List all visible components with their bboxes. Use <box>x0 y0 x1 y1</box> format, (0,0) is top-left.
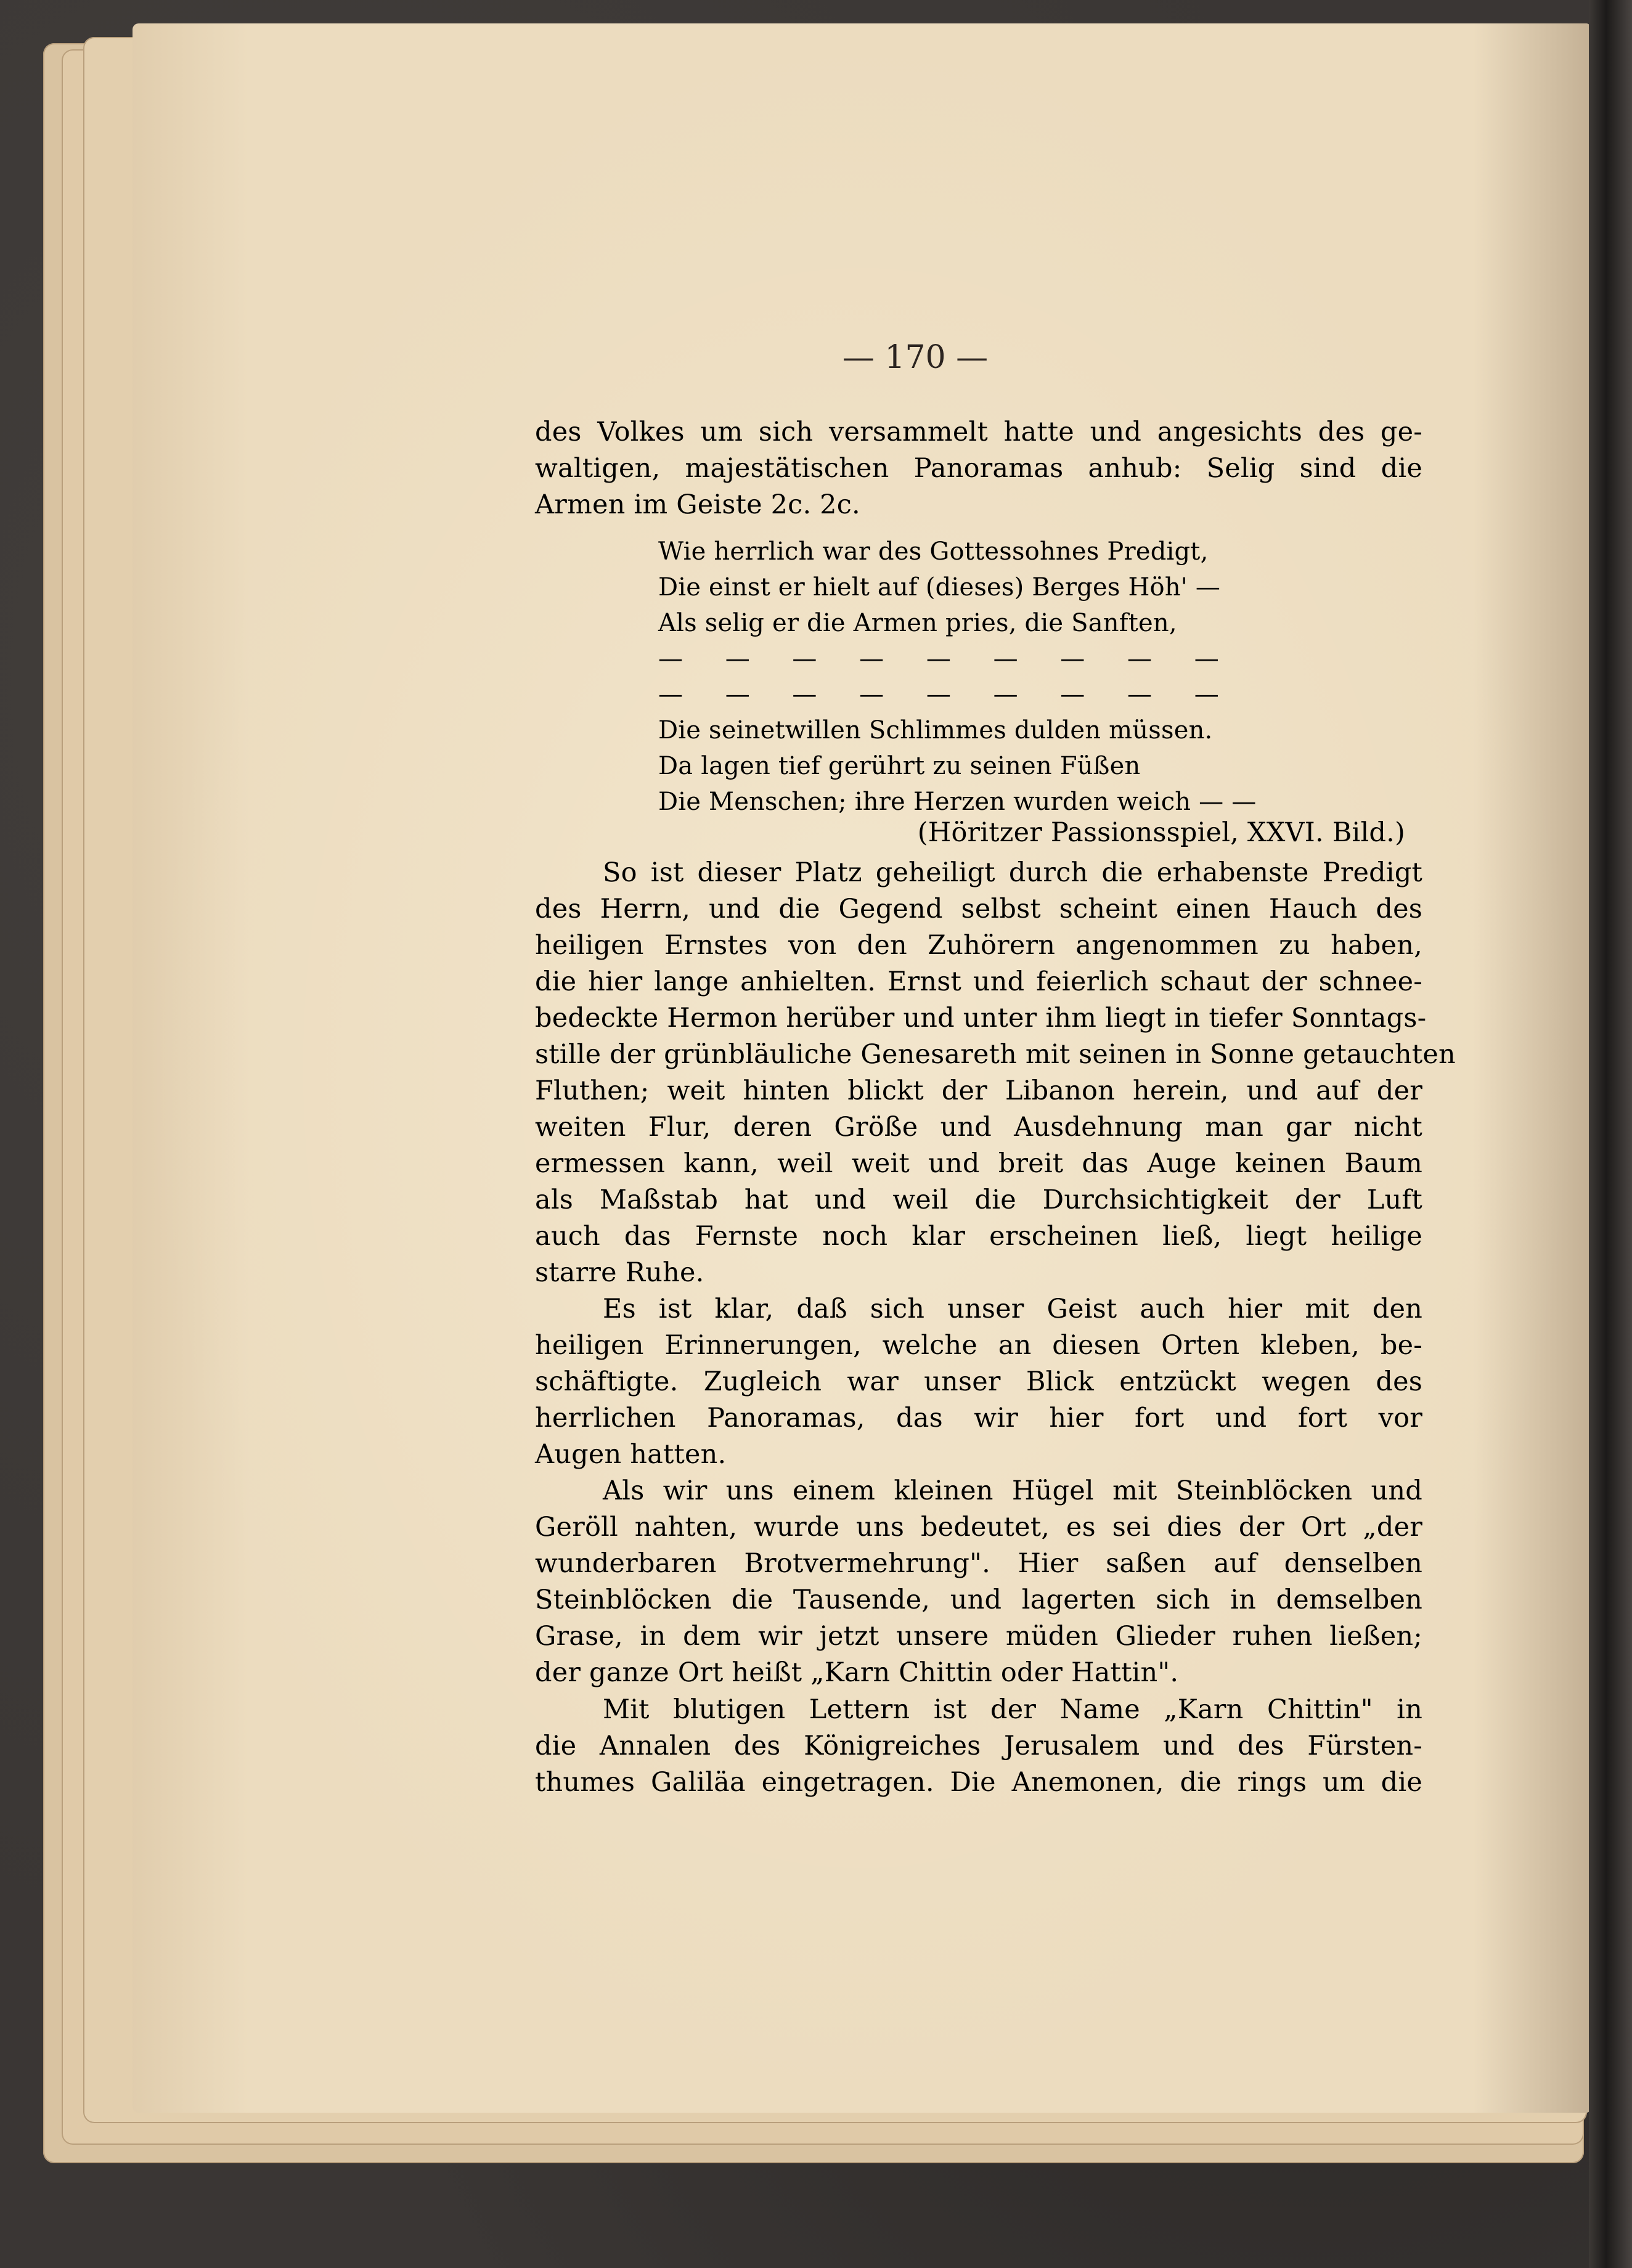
paragraph-1 <box>535 414 1422 523</box>
paragraph-3 <box>535 1291 1422 1473</box>
text-line: herrlichen Panoramas, das wir hier fort und fort vor <box>535 1403 1422 1434</box>
text-line: der ganze Ort heißt „Karn Chittin oder Hattin". <box>535 1657 1179 1688</box>
text-line: Mit blutigen Lettern ist der Name „Karn Chittin" in <box>603 1694 1422 1725</box>
text-line: schäftigte. Zugleich war unser Blick entzückt wegen des <box>535 1366 1422 1397</box>
poem-ellipsis-line: — — — — — — — — — <box>658 645 1236 673</box>
text-line: ermessen kann, weil weit und breit das Auge keinen Baum <box>535 1148 1422 1179</box>
poem-line: Die Menschen; ihre Herzen wurden weich — — <box>658 788 1257 816</box>
text-line: weiten Flur, deren Größe und Ausdehnung man gar nicht <box>535 1112 1422 1143</box>
text-line: bedeckte Hermon herüber und unter ihm liegt in tiefer Sonntags- <box>535 1003 1427 1034</box>
poem-ellipsis-line: — — — — — — — — — <box>658 680 1236 709</box>
poem-line: Als selig er die Armen pries, die Sanften, <box>658 609 1177 637</box>
text-line: Steinblöcken die Tausende, und lagerten sich in demselben <box>535 1585 1422 1615</box>
paragraph-4 <box>535 1473 1422 1691</box>
poem-quote <box>658 534 1275 820</box>
text-line: Armen im Geiste 2c. 2c. <box>535 489 860 520</box>
poem-line: Wie herrlich war des Gottessohnes Predigt, <box>658 537 1209 566</box>
text-line: heiligen Ernstes von den Zuhörern angenommen zu haben, <box>535 930 1422 961</box>
text-line: des Herrn, und die Gegend selbst scheint einen Hauch des <box>535 894 1422 924</box>
text-line: thumes Galiläa eingetragen. Die Anemonen, die rings um die <box>535 1767 1422 1798</box>
text-line: Augen hatten. <box>535 1439 727 1470</box>
text-line: Es ist klar, daß sich unser Geist auch hier mit den <box>603 1294 1422 1324</box>
page-number: — 170 — <box>842 339 989 376</box>
text-line: stille der grünbläuliche Genesareth mit seinen in Sonne getauchten <box>535 1039 1456 1070</box>
text-line: wunderbaren Brotvermehrung". Hier saßen auf denselben <box>535 1548 1422 1579</box>
paragraph-2 <box>535 855 1456 1291</box>
text-line: heiligen Erinnerungen, welche an diesen Orten kleben, be- <box>535 1330 1422 1361</box>
text-line: Grase, in dem wir jetzt unsere müden Glieder ruhen ließen; <box>535 1621 1422 1652</box>
text-line: So ist dieser Platz geheiligt durch die erhabenste Predigt <box>603 857 1422 888</box>
paragraph-5 <box>535 1692 1422 1801</box>
text-line: auch das Fernste noch klar erscheinen ließ, liegt heilige <box>535 1221 1422 1252</box>
binding-gutter <box>1589 0 1632 2268</box>
text-line: des Volkes um sich versammelt hatte und angesichts des ge- <box>535 417 1422 447</box>
text-line: waltigen, majestätischen Panoramas anhub: Selig sind die <box>535 453 1422 484</box>
text-line: Geröll nahten, wurde uns bedeutet, es sei dies der Ort „der <box>535 1512 1422 1543</box>
text-line: die Annalen des Königreiches Jerusalem und des Fürsten- <box>535 1731 1422 1761</box>
poem-line: Die seinetwillen Schlimmes dulden müssen. <box>658 716 1213 744</box>
text-line: als Maßstab hat und weil die Durchsichtigkeit der Luft <box>535 1185 1422 1215</box>
poem-line: Da lagen tief gerührt zu seinen Füßen <box>658 752 1141 780</box>
text-line: Als wir uns einem kleinen Hügel mit Steinblöcken und <box>603 1475 1422 1506</box>
text-line: starre Ruhe. <box>535 1257 704 1288</box>
poem-line: Die einst er hielt auf (dieses) Berges Höh' — <box>658 573 1221 602</box>
poem-source: (Höritzer Passionsspiel, XXVI. Bild.) <box>917 817 1405 848</box>
text-line: die hier lange anhielten. Ernst und feierlich schaut der schnee- <box>535 966 1422 997</box>
text-line: Fluthen; weit hinten blickt der Libanon herein, und auf der <box>535 1075 1422 1106</box>
